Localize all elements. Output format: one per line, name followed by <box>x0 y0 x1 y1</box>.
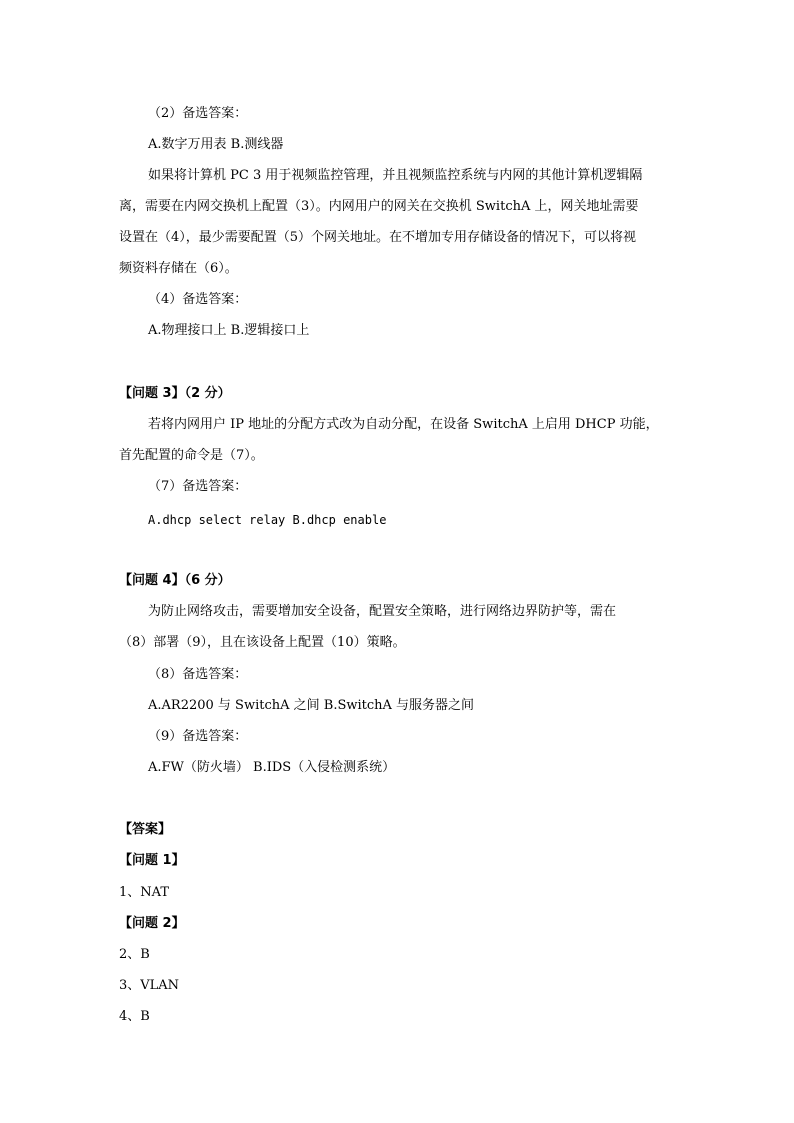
paragraph-line: 首先配置的命令是（7）。 <box>119 448 264 463</box>
paragraph-line: 如果将计算机 PC 3 用于视频监控管理，并且视频监控系统与内网的其他计算机逻辑隔 <box>148 168 643 183</box>
paragraph-line: 频资料存储在（6）。 <box>119 261 238 276</box>
paragraph-line: （8）部署（9），且在该设备上配置（10）策略。 <box>119 635 406 650</box>
answer-3: 3、VLAN <box>119 978 180 993</box>
question-3-heading: 【问题 3】（2 分） <box>119 386 231 401</box>
options-8: A.AR2200 与 SwitchA 之间 B.SwitchA 与服务器之间 <box>148 698 475 713</box>
question-4-heading: 【问题 4】（6 分） <box>119 573 231 588</box>
answer-2: 2、B <box>119 947 150 962</box>
options-label-9: （9）备选答案： <box>148 729 248 744</box>
paragraph-line: 为防止网络攻击，需要增加安全设备，配置安全策略，进行网络边界防护等，需在 <box>148 604 617 619</box>
options-label-2: （2）备选答案： <box>148 106 248 121</box>
options-2: A.数字万用表 B.测线器 <box>148 137 284 152</box>
options-label-8: （8）备选答案： <box>148 667 248 682</box>
paragraph-line: 若将内网用户 IP 地址的分配方式改为自动分配，在设备 SwitchA 上启用 DHCP 功能， <box>148 417 659 432</box>
answer-4: 4、B <box>119 1009 150 1024</box>
answer-1: 1、NAT <box>119 885 169 900</box>
paragraph-line: 离，需要在内网交换机上配置（3）。内网用户的网关在交换机 SwitchA 上，网关地址需要 <box>119 199 639 214</box>
options-9: A.FW（防火墙） B.IDS（入侵检测系统） <box>148 760 396 775</box>
options-label-7: （7）备选答案： <box>148 479 248 494</box>
answers-q2-heading: 【问题 2】 <box>119 916 185 931</box>
options-7: A.dhcp select relay B.dhcp enable <box>148 513 387 527</box>
answers-heading: 【答案】 <box>119 822 172 837</box>
answers-q1-heading: 【问题 1】 <box>119 853 185 868</box>
options-label-4: （4）备选答案： <box>148 292 248 307</box>
options-4: A.物理接口上 B.逻辑接口上 <box>148 323 310 338</box>
paragraph-line: 设置在（4），最少需要配置（5）个网关地址。在不增加专用存储设备的情况下，可以将视 <box>119 230 637 245</box>
